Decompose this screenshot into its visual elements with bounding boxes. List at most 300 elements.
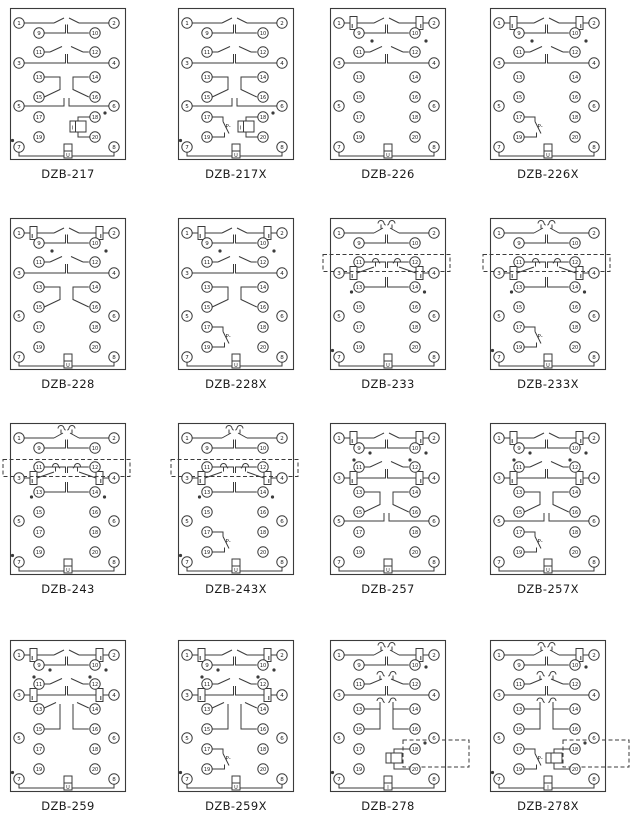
terminal-9 bbox=[354, 443, 364, 453]
svg-text:17: 17 bbox=[355, 747, 363, 753]
svg-text:10: 10 bbox=[91, 663, 99, 669]
terminal-16 bbox=[90, 507, 100, 517]
terminal-10 bbox=[570, 238, 580, 248]
svg-text:19: 19 bbox=[203, 550, 211, 556]
terminal-16 bbox=[258, 92, 268, 102]
terminal-12 bbox=[90, 462, 100, 472]
svg-text:13: 13 bbox=[203, 707, 211, 713]
terminal-20 bbox=[90, 764, 100, 774]
terminal-20 bbox=[410, 547, 420, 557]
svg-text:5: 5 bbox=[185, 104, 189, 110]
svg-text:15: 15 bbox=[515, 510, 523, 516]
svg-text:10: 10 bbox=[411, 241, 419, 247]
terminal-7 bbox=[494, 774, 504, 784]
svg-text:20: 20 bbox=[91, 767, 99, 773]
terminal-7 bbox=[334, 352, 344, 362]
terminal-diagram bbox=[330, 640, 446, 792]
terminal-17 bbox=[354, 112, 364, 122]
terminal-8 bbox=[109, 774, 119, 784]
terminal-4 bbox=[429, 473, 439, 483]
terminal-20 bbox=[570, 547, 580, 557]
terminal-11 bbox=[34, 47, 44, 57]
diagram-label: DZB-278 bbox=[361, 799, 415, 813]
terminal-7 bbox=[14, 774, 24, 784]
svg-text:10: 10 bbox=[571, 241, 579, 247]
terminal-15 bbox=[202, 507, 212, 517]
terminal-8 bbox=[429, 557, 439, 567]
terminal-5 bbox=[494, 733, 504, 743]
terminal-19 bbox=[514, 342, 524, 352]
terminal-16 bbox=[410, 724, 420, 734]
terminal-10 bbox=[410, 660, 420, 670]
terminal-10 bbox=[258, 660, 268, 670]
svg-text:4: 4 bbox=[112, 693, 116, 699]
terminal-12 bbox=[90, 47, 100, 57]
terminal-3 bbox=[14, 690, 24, 700]
terminal-3 bbox=[14, 58, 24, 68]
svg-text:5: 5 bbox=[337, 519, 341, 525]
diagram-cell bbox=[330, 423, 446, 640]
terminal-16 bbox=[258, 724, 268, 734]
svg-text:19: 19 bbox=[355, 345, 363, 351]
terminal-1 bbox=[14, 18, 24, 28]
terminal-12 bbox=[410, 679, 420, 689]
terminal-1 bbox=[182, 228, 192, 238]
symbol-label: U bbox=[546, 152, 550, 159]
svg-text:6: 6 bbox=[592, 736, 596, 742]
symbol-label: I bbox=[547, 784, 549, 791]
terminal-13 bbox=[202, 282, 212, 292]
svg-text:2: 2 bbox=[280, 653, 284, 659]
terminal-17 bbox=[514, 112, 524, 122]
svg-text:19: 19 bbox=[515, 135, 523, 141]
svg-text:7: 7 bbox=[497, 777, 501, 783]
terminal-11 bbox=[354, 462, 364, 472]
polarity-dot bbox=[491, 771, 494, 774]
svg-text:16: 16 bbox=[411, 727, 419, 733]
svg-text:1: 1 bbox=[17, 231, 21, 237]
terminal-1 bbox=[182, 650, 192, 660]
terminal-6 bbox=[429, 733, 439, 743]
svg-text:13: 13 bbox=[355, 490, 363, 496]
terminal-1 bbox=[494, 18, 504, 28]
svg-text:16: 16 bbox=[259, 95, 267, 101]
svg-text:7: 7 bbox=[185, 777, 189, 783]
svg-text:2: 2 bbox=[112, 231, 116, 237]
diagram-label: DZB-259 bbox=[41, 799, 95, 813]
terminal-1 bbox=[14, 650, 24, 660]
svg-text:2: 2 bbox=[280, 21, 284, 27]
terminal-20 bbox=[90, 547, 100, 557]
terminal-15 bbox=[202, 302, 212, 312]
svg-text:3: 3 bbox=[337, 271, 341, 277]
svg-text:20: 20 bbox=[411, 135, 419, 141]
terminal-19 bbox=[34, 764, 44, 774]
terminal-diagram bbox=[10, 640, 126, 792]
terminal-5 bbox=[494, 311, 504, 321]
svg-text:16: 16 bbox=[571, 727, 579, 733]
svg-text:17: 17 bbox=[515, 530, 523, 536]
terminal-6 bbox=[109, 311, 119, 321]
terminal-3 bbox=[182, 58, 192, 68]
svg-text:18: 18 bbox=[259, 530, 267, 536]
svg-text:11: 11 bbox=[35, 50, 43, 56]
terminal-10 bbox=[258, 28, 268, 38]
diagram-label: DZB-278X bbox=[517, 799, 579, 813]
terminal-19 bbox=[34, 547, 44, 557]
svg-text:19: 19 bbox=[203, 767, 211, 773]
polarity-dot bbox=[103, 111, 106, 114]
svg-text:17: 17 bbox=[35, 747, 43, 753]
polarity-dot bbox=[218, 249, 221, 252]
terminal-5 bbox=[14, 101, 24, 111]
svg-text:5: 5 bbox=[497, 736, 501, 742]
svg-text:7: 7 bbox=[17, 777, 21, 783]
terminal-20 bbox=[258, 132, 268, 142]
terminal-15 bbox=[354, 92, 364, 102]
terminal-2 bbox=[429, 650, 439, 660]
diagram-label: DZB-257X bbox=[517, 582, 579, 596]
svg-text:17: 17 bbox=[355, 115, 363, 121]
terminal-4 bbox=[109, 268, 119, 278]
terminal-9 bbox=[514, 238, 524, 248]
terminal-15 bbox=[34, 724, 44, 734]
svg-text:12: 12 bbox=[411, 465, 419, 471]
svg-text:20: 20 bbox=[91, 135, 99, 141]
polarity-dot bbox=[88, 675, 91, 678]
svg-text:9: 9 bbox=[517, 31, 521, 37]
svg-text:5: 5 bbox=[185, 314, 189, 320]
terminal-2 bbox=[429, 18, 439, 28]
terminal-diagram bbox=[490, 640, 606, 792]
terminal-8 bbox=[277, 142, 287, 152]
svg-text:17: 17 bbox=[35, 530, 43, 536]
svg-text:3: 3 bbox=[185, 271, 189, 277]
svg-text:10: 10 bbox=[571, 446, 579, 452]
svg-text:7: 7 bbox=[337, 145, 341, 151]
svg-text:5: 5 bbox=[497, 314, 501, 320]
svg-text:19: 19 bbox=[515, 767, 523, 773]
terminal-3 bbox=[14, 473, 24, 483]
svg-text:4: 4 bbox=[432, 61, 436, 67]
svg-text:19: 19 bbox=[355, 550, 363, 556]
svg-text:19: 19 bbox=[35, 550, 43, 556]
svg-text:11: 11 bbox=[35, 682, 43, 688]
svg-text:7: 7 bbox=[337, 560, 341, 566]
terminal-7 bbox=[182, 774, 192, 784]
terminal-5 bbox=[334, 311, 344, 321]
terminal-11 bbox=[354, 679, 364, 689]
terminal-18 bbox=[258, 744, 268, 754]
terminal-5 bbox=[14, 311, 24, 321]
polarity-dot bbox=[272, 668, 275, 671]
terminal-14 bbox=[90, 487, 100, 497]
diagram-label: DZB-233X bbox=[517, 377, 579, 391]
svg-text:14: 14 bbox=[259, 285, 267, 291]
terminal-11 bbox=[354, 47, 364, 57]
terminal-20 bbox=[90, 342, 100, 352]
terminal-8 bbox=[277, 557, 287, 567]
svg-text:6: 6 bbox=[592, 314, 596, 320]
terminal-6 bbox=[277, 101, 287, 111]
svg-text:17: 17 bbox=[355, 530, 363, 536]
svg-text:18: 18 bbox=[571, 115, 579, 121]
svg-text:4: 4 bbox=[280, 61, 284, 67]
svg-text:9: 9 bbox=[357, 31, 361, 37]
terminal-17 bbox=[514, 322, 524, 332]
svg-text:14: 14 bbox=[259, 490, 267, 496]
terminal-18 bbox=[258, 527, 268, 537]
svg-text:1: 1 bbox=[17, 653, 21, 659]
terminal-17 bbox=[34, 322, 44, 332]
terminal-1 bbox=[334, 433, 344, 443]
svg-text:20: 20 bbox=[91, 345, 99, 351]
terminal-18 bbox=[90, 112, 100, 122]
terminal-8 bbox=[109, 142, 119, 152]
terminal-13 bbox=[514, 72, 524, 82]
svg-text:17: 17 bbox=[515, 115, 523, 121]
svg-text:16: 16 bbox=[91, 510, 99, 516]
svg-text:5: 5 bbox=[17, 519, 21, 525]
terminal-9 bbox=[514, 443, 524, 453]
svg-text:5: 5 bbox=[337, 104, 341, 110]
terminal-10 bbox=[570, 443, 580, 453]
terminal-5 bbox=[334, 101, 344, 111]
svg-text:7: 7 bbox=[17, 560, 21, 566]
terminal-19 bbox=[514, 764, 524, 774]
svg-text:11: 11 bbox=[355, 260, 363, 266]
terminal-13 bbox=[354, 282, 364, 292]
terminal-20 bbox=[410, 342, 420, 352]
svg-text:1: 1 bbox=[337, 21, 341, 27]
terminal-19 bbox=[354, 132, 364, 142]
terminal-14 bbox=[570, 704, 580, 714]
diagram-cell bbox=[10, 423, 126, 640]
terminal-15 bbox=[202, 724, 212, 734]
svg-text:3: 3 bbox=[185, 476, 189, 482]
svg-text:9: 9 bbox=[205, 663, 209, 669]
svg-text:11: 11 bbox=[35, 465, 43, 471]
diagram-cell bbox=[178, 423, 294, 640]
svg-text:12: 12 bbox=[571, 465, 579, 471]
polarity-dot bbox=[584, 39, 587, 42]
terminal-3 bbox=[182, 268, 192, 278]
terminal-2 bbox=[277, 433, 287, 443]
svg-text:11: 11 bbox=[203, 260, 211, 266]
terminal-6 bbox=[589, 516, 599, 526]
terminal-7 bbox=[182, 142, 192, 152]
svg-text:1: 1 bbox=[185, 21, 189, 27]
terminal-14 bbox=[258, 72, 268, 82]
svg-text:5: 5 bbox=[17, 104, 21, 110]
svg-text:3: 3 bbox=[497, 271, 501, 277]
terminal-2 bbox=[109, 18, 119, 28]
svg-text:13: 13 bbox=[355, 285, 363, 291]
terminal-11 bbox=[514, 679, 524, 689]
svg-text:14: 14 bbox=[91, 285, 99, 291]
svg-text:20: 20 bbox=[411, 345, 419, 351]
svg-text:8: 8 bbox=[592, 355, 596, 361]
diagram-label: DZB-217 bbox=[41, 167, 95, 181]
svg-text:8: 8 bbox=[112, 355, 116, 361]
svg-text:20: 20 bbox=[411, 550, 419, 556]
svg-text:19: 19 bbox=[35, 135, 43, 141]
terminal-diagram bbox=[178, 8, 294, 160]
svg-text:2: 2 bbox=[432, 653, 436, 659]
diagram-cell bbox=[10, 640, 126, 813]
terminal-13 bbox=[514, 704, 524, 714]
svg-text:13: 13 bbox=[35, 707, 43, 713]
svg-text:10: 10 bbox=[411, 663, 419, 669]
svg-text:13: 13 bbox=[515, 285, 523, 291]
svg-text:4: 4 bbox=[592, 476, 596, 482]
terminal-18 bbox=[410, 112, 420, 122]
terminal-4 bbox=[109, 690, 119, 700]
terminal-3 bbox=[494, 473, 504, 483]
terminal-13 bbox=[34, 72, 44, 82]
terminal-4 bbox=[429, 268, 439, 278]
diagram-cell bbox=[178, 640, 294, 813]
svg-text:7: 7 bbox=[17, 355, 21, 361]
svg-text:15: 15 bbox=[355, 95, 363, 101]
terminal-5 bbox=[182, 101, 192, 111]
terminal-12 bbox=[90, 679, 100, 689]
terminal-3 bbox=[182, 690, 192, 700]
terminal-2 bbox=[109, 228, 119, 238]
svg-text:15: 15 bbox=[35, 510, 43, 516]
svg-text:11: 11 bbox=[515, 465, 523, 471]
svg-text:3: 3 bbox=[497, 61, 501, 67]
svg-text:19: 19 bbox=[515, 345, 523, 351]
terminal-14 bbox=[570, 72, 580, 82]
svg-text:10: 10 bbox=[91, 31, 99, 37]
svg-text:12: 12 bbox=[259, 465, 267, 471]
svg-text:6: 6 bbox=[112, 314, 116, 320]
terminal-11 bbox=[34, 679, 44, 689]
terminal-13 bbox=[202, 704, 212, 714]
svg-text:20: 20 bbox=[571, 345, 579, 351]
terminal-19 bbox=[514, 547, 524, 557]
terminal-16 bbox=[410, 92, 420, 102]
terminal-5 bbox=[182, 516, 192, 526]
svg-text:14: 14 bbox=[411, 285, 419, 291]
terminal-7 bbox=[334, 142, 344, 152]
svg-text:12: 12 bbox=[259, 682, 267, 688]
svg-text:20: 20 bbox=[259, 767, 267, 773]
svg-text:6: 6 bbox=[592, 104, 596, 110]
terminal-15 bbox=[514, 302, 524, 312]
svg-text:5: 5 bbox=[497, 519, 501, 525]
diagram-cell bbox=[178, 8, 294, 218]
terminal-11 bbox=[202, 462, 212, 472]
polarity-dot bbox=[272, 249, 275, 252]
polarity-dot bbox=[370, 39, 373, 42]
svg-text:14: 14 bbox=[91, 490, 99, 496]
svg-text:10: 10 bbox=[259, 241, 267, 247]
terminal-8 bbox=[589, 352, 599, 362]
terminal-15 bbox=[34, 302, 44, 312]
svg-text:15: 15 bbox=[203, 727, 211, 733]
terminal-4 bbox=[109, 473, 119, 483]
svg-text:1: 1 bbox=[337, 653, 341, 659]
svg-text:14: 14 bbox=[571, 707, 579, 713]
symbol-label: I bbox=[71, 125, 74, 132]
polarity-dot bbox=[198, 495, 201, 498]
terminal-2 bbox=[589, 433, 599, 443]
diagram-cell bbox=[10, 218, 126, 423]
terminal-17 bbox=[202, 744, 212, 754]
terminal-18 bbox=[570, 322, 580, 332]
svg-text:13: 13 bbox=[35, 490, 43, 496]
terminal-18 bbox=[570, 112, 580, 122]
terminal-11 bbox=[514, 257, 524, 267]
terminal-1 bbox=[334, 18, 344, 28]
terminal-10 bbox=[570, 28, 580, 38]
terminal-9 bbox=[354, 660, 364, 670]
polarity-dot bbox=[331, 771, 334, 774]
terminal-16 bbox=[90, 92, 100, 102]
svg-text:12: 12 bbox=[91, 50, 99, 56]
svg-text:14: 14 bbox=[91, 707, 99, 713]
svg-text:14: 14 bbox=[411, 707, 419, 713]
svg-text:9: 9 bbox=[37, 241, 41, 247]
svg-text:15: 15 bbox=[355, 727, 363, 733]
svg-text:18: 18 bbox=[571, 747, 579, 753]
terminal-7 bbox=[494, 142, 504, 152]
svg-text:2: 2 bbox=[592, 21, 596, 27]
svg-text:7: 7 bbox=[185, 145, 189, 151]
svg-text:9: 9 bbox=[517, 663, 521, 669]
svg-text:15: 15 bbox=[203, 95, 211, 101]
terminal-12 bbox=[410, 47, 420, 57]
terminal-10 bbox=[258, 238, 268, 248]
svg-text:20: 20 bbox=[91, 550, 99, 556]
svg-text:18: 18 bbox=[259, 747, 267, 753]
diagram-label: DZB-243X bbox=[205, 582, 267, 596]
diagram-cell bbox=[330, 640, 446, 813]
polarity-dot bbox=[530, 39, 533, 42]
terminal-11 bbox=[514, 47, 524, 57]
diagram-label: DZB-233 bbox=[361, 377, 415, 391]
diagram-label: DZB-226X bbox=[517, 167, 579, 181]
svg-text:20: 20 bbox=[259, 550, 267, 556]
svg-text:3: 3 bbox=[17, 476, 21, 482]
terminal-diagram bbox=[178, 640, 294, 792]
svg-text:3: 3 bbox=[497, 476, 501, 482]
polarity-dot bbox=[48, 668, 51, 671]
terminal-9 bbox=[514, 28, 524, 38]
svg-text:1: 1 bbox=[337, 436, 341, 442]
svg-text:9: 9 bbox=[205, 241, 209, 247]
terminal-2 bbox=[429, 228, 439, 238]
terminal-13 bbox=[354, 487, 364, 497]
terminal-9 bbox=[34, 660, 44, 670]
svg-text:4: 4 bbox=[592, 61, 596, 67]
svg-text:8: 8 bbox=[592, 145, 596, 151]
terminal-12 bbox=[410, 257, 420, 267]
svg-text:2: 2 bbox=[432, 436, 436, 442]
terminal-13 bbox=[34, 704, 44, 714]
terminal-16 bbox=[410, 302, 420, 312]
svg-text:15: 15 bbox=[355, 305, 363, 311]
terminal-13 bbox=[514, 282, 524, 292]
terminal-9 bbox=[202, 238, 212, 248]
symbol-label: U bbox=[386, 152, 390, 159]
svg-text:6: 6 bbox=[112, 736, 116, 742]
terminal-10 bbox=[90, 238, 100, 248]
svg-text:19: 19 bbox=[355, 767, 363, 773]
svg-text:6: 6 bbox=[280, 314, 284, 320]
